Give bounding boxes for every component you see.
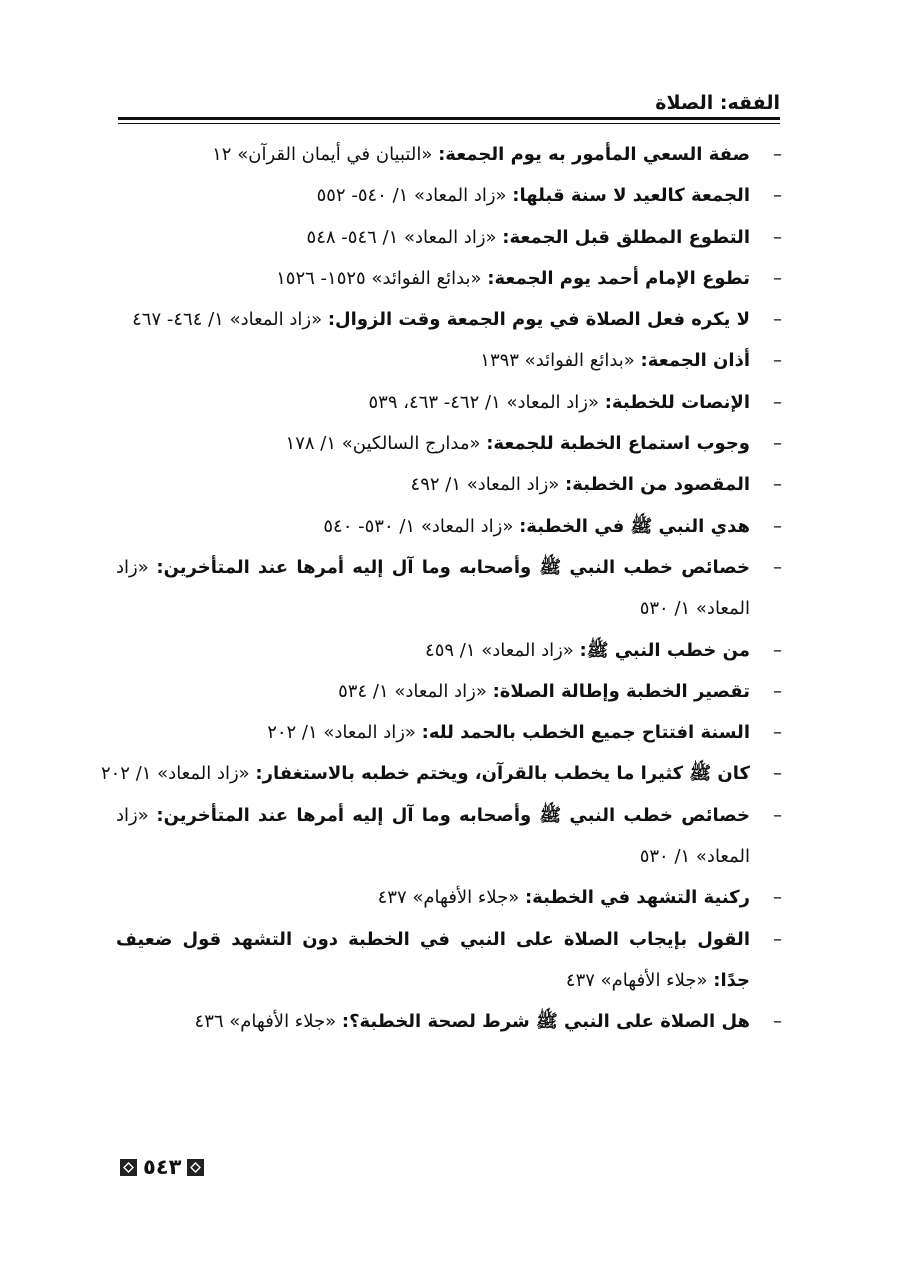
- entry-dash: –: [773, 350, 782, 372]
- entry-dash: –: [773, 556, 782, 578]
- entry-dash: –: [773, 474, 782, 496]
- entry-dash: –: [773, 267, 782, 289]
- page-number: ٥٤٣: [143, 1155, 182, 1179]
- entry-dash: –: [773, 226, 782, 248]
- index-entry: [116, 340, 782, 381]
- entry-topic: ركنية التشهد في الخطبة:: [524, 887, 750, 909]
- entry-source-reference: «زاد المعاد» ١/ ٢٠٢: [100, 763, 256, 785]
- entry-topic: صفة السعي المأمور به يوم الجمعة:: [438, 144, 750, 165]
- entry-source-reference: «زاد المعاد» ١/ ٥٣٠: [116, 556, 750, 620]
- entry-dash: –: [773, 515, 782, 537]
- entry-dash: –: [773, 887, 782, 909]
- index-entry: [116, 134, 782, 175]
- index-entry: [116, 258, 782, 299]
- entry-source-reference: «زاد المعاد» ١/ ٢٠٢: [267, 722, 422, 744]
- entry-dash: –: [773, 680, 782, 702]
- entry-dash: –: [773, 309, 782, 331]
- entry-source-reference: «زاد المعاد» ١/ ٤٦٤- ٤٦٧: [132, 309, 328, 331]
- entry-topic: السنة افتتاح جميع الخطب بالحمد لله:: [421, 722, 750, 744]
- index-entry: [116, 795, 782, 878]
- entry-source-reference: «زاد المعاد» ١/ ٥٤٠- ٥٥٢: [316, 185, 513, 207]
- entry-topic: لا يكره فعل الصلاة في يوم الجمعة وقت الزوال:: [327, 309, 750, 331]
- entry-source-reference: «زاد المعاد» ١/ ٥٣٠: [116, 804, 750, 868]
- index-entry: [116, 464, 782, 505]
- entry-dash: –: [773, 391, 782, 413]
- entry-dash: –: [773, 1011, 782, 1033]
- entry-topic: تطوع الإمام أحمد يوم الجمعة:: [487, 267, 750, 289]
- index-entry: [116, 547, 782, 630]
- entry-source-reference: «بدائع الفوائد» ١٥٢٥- ١٥٢٦: [276, 267, 488, 289]
- entry-topic: هل الصلاة على النبي ﷺ شرط لصحة الخطبة؟:: [341, 1011, 750, 1033]
- entry-topic: الإنصات للخطبة:: [604, 391, 750, 413]
- entry-topic: خصائص خطب النبي ﷺ وأصحابه وما آل إليه أمرها عند المتأخرين:: [156, 804, 750, 826]
- entry-source-reference: «زاد المعاد» ١/ ٥٣٠- ٥٤٠: [323, 515, 520, 537]
- index-entry: [116, 1001, 782, 1042]
- header-rule-thin: [118, 123, 780, 124]
- entry-source-reference: «زاد المعاد» ١/ ٤٥٩: [425, 639, 580, 661]
- index-entry: [116, 919, 782, 1002]
- entry-source-reference: «زاد المعاد» ١/ ٥٣٤: [338, 680, 493, 702]
- entry-source-reference: «جلاء الأفهام» ٤٣٧: [377, 887, 525, 909]
- entry-source-reference: «التبيان في أيمان القرآن» ١٢: [212, 144, 439, 165]
- entry-source-reference: «زاد المعاد» ١/ ٤٦٢- ٤٦٣، ٥٣٩: [368, 391, 605, 413]
- entry-dash: –: [773, 639, 782, 661]
- entry-dash: –: [773, 144, 782, 165]
- index-entry: [116, 217, 782, 258]
- entry-source-reference: «مدارج السالكين» ١/ ١٧٨: [285, 433, 487, 455]
- index-entry: [116, 671, 782, 712]
- entry-topic: وجوب استماع الخطبة للجمعة:: [486, 433, 750, 455]
- entry-topic: تقصير الخطبة وإطالة الصلاة:: [492, 680, 750, 702]
- entry-source-reference: «جلاء الأفهام» ٤٣٦: [194, 1011, 342, 1033]
- entry-source-reference: «بدائع الفوائد» ١٣٩٣: [480, 350, 641, 372]
- entry-topic: القول بإيجاب الصلاة على النبي في الخطبة دون التشهد قول ضعيف جدًا:: [116, 928, 750, 991]
- entry-topic: التطوع المطلق قبل الجمعة:: [502, 226, 750, 248]
- index-entry: [116, 877, 782, 918]
- entry-topic: كان ﷺ كثيرا ما يخطب بالقرآن، ويختم خطبه بالاستغفار:: [255, 763, 750, 785]
- page-header-title: الفقه: الصلاة: [655, 92, 780, 114]
- index-entry: [116, 630, 782, 671]
- index-entry: [116, 175, 782, 216]
- square-ornament-icon: [187, 1159, 204, 1176]
- index-entries-list: [100, 134, 782, 1043]
- entry-topic: المقصود من الخطبة:: [565, 474, 750, 496]
- entry-topic: هدي النبي ﷺ في الخطبة:: [519, 515, 750, 537]
- entry-topic: الجمعة كالعيد لا سنة قبلها:: [512, 185, 750, 207]
- entry-source-reference: «زاد المعاد» ١/ ٥٤٦- ٥٤٨: [306, 226, 503, 248]
- entry-dash: –: [773, 804, 782, 826]
- index-entry: [116, 423, 782, 464]
- entry-topic: أذان الجمعة:: [640, 350, 750, 372]
- entry-dash: –: [773, 763, 782, 785]
- entry-topic: خصائص خطب النبي ﷺ وأصحابه وما آل إليه أمرها عند المتأخرين:: [156, 556, 750, 578]
- page-footer: [120, 1155, 204, 1179]
- header-rule-thick: [118, 117, 780, 120]
- index-entry: [100, 753, 782, 794]
- entry-source-reference: «جلاء الأفهام» ٤٣٧: [565, 969, 714, 991]
- index-entry: [116, 299, 782, 340]
- index-entry: [116, 382, 782, 423]
- entry-dash: –: [773, 433, 782, 455]
- entry-source-reference: «زاد المعاد» ١/ ٤٩٢: [410, 474, 566, 496]
- index-entry: [116, 506, 782, 547]
- entry-dash: –: [773, 928, 782, 950]
- entry-topic: من خطب النبي ﷺ:: [579, 639, 750, 661]
- entry-dash: –: [773, 185, 782, 207]
- square-ornament-icon: [120, 1159, 137, 1176]
- entry-dash: –: [773, 722, 782, 744]
- index-entry: [116, 712, 782, 753]
